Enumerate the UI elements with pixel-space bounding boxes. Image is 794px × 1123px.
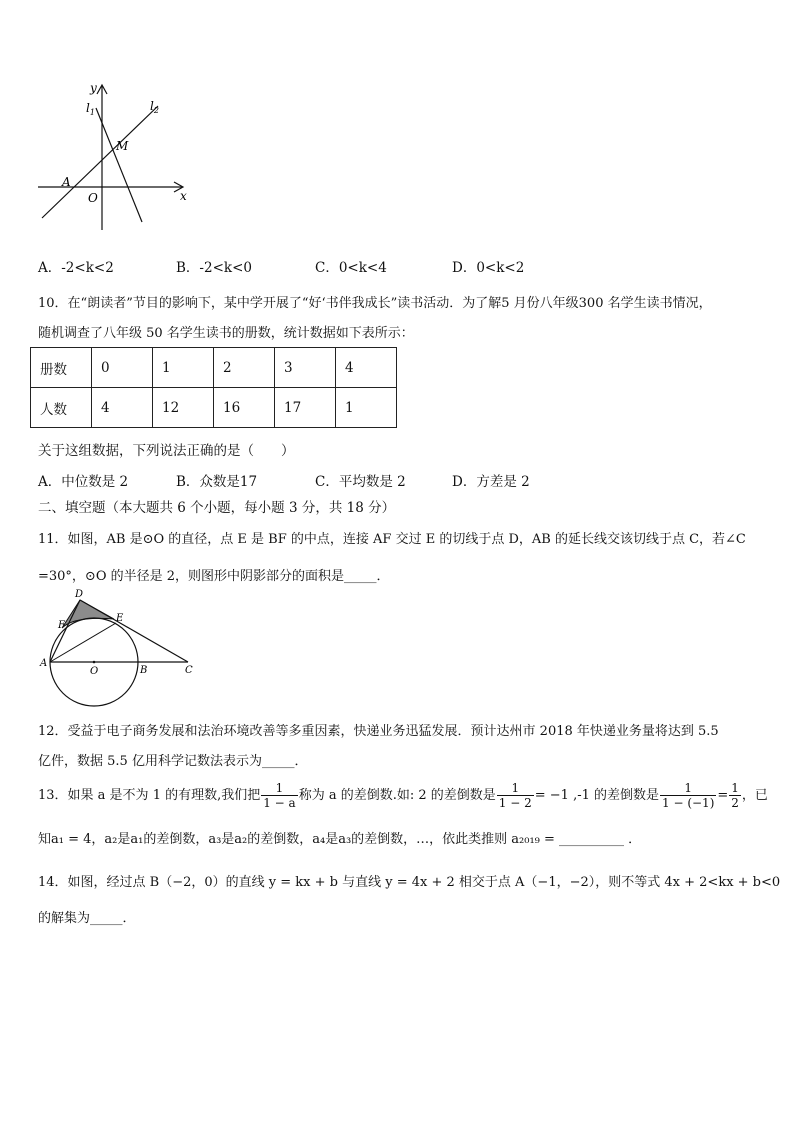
q9-label-x: x xyxy=(180,189,187,203)
q13-stem-line1 xyxy=(38,778,768,814)
q13-fraction-3: $\frac{1}{1 - (-1)}$ xyxy=(662,781,715,810)
table-cell: 3 xyxy=(275,348,336,388)
table-cell: 0 xyxy=(92,348,153,388)
table-row xyxy=(31,348,397,388)
q13-stem-line2: 知a₁ = 4，a₂是a₁的差倒数，a₃是a₂的差倒数，a₄是a₃的差倒数，…，依此类推则 a₂₀₁₉ = __________ ． xyxy=(38,832,642,847)
q10-option-b[interactable]: B．众数是17 xyxy=(176,474,258,490)
q9-label-m: M xyxy=(116,139,129,153)
section-heading-fill-in: 二、填空题（本大题共 6 个小题，每小题 3 分，共 18 分） xyxy=(38,500,396,516)
q11-stem-line2: =30°，⊙O 的半径是 2，则图形中阴影部分的面积是_____． xyxy=(38,569,390,584)
q9-option-a[interactable]: A．-2<k<2 xyxy=(38,260,114,276)
q14-stem-line1: 14．如图，经过点 B（−2，0）的直线 y = kx + b 与直线 y = 4x + 2 相交于点 A（−1，−2），则不等式 4x + 2<kx + b<0 xyxy=(38,875,781,890)
q11-label-c: C xyxy=(185,665,193,676)
q13-text-3: = −1 ,-1 的差倒数是 xyxy=(534,788,659,803)
q13-text-1: 13．如果 a 是不为 1 的有理数,我们把 xyxy=(38,788,261,803)
q9-coordinate-figure xyxy=(34,80,194,230)
table-cell: 17 xyxy=(275,388,336,428)
q10-option-d[interactable]: D．方差是 2 xyxy=(452,474,530,490)
q9-option-b[interactable]: B．-2<k<0 xyxy=(176,260,252,276)
table-cell: 4 xyxy=(336,348,397,388)
q9-option-c[interactable]: C．0<k<4 xyxy=(315,260,387,276)
q10-question: 关于这组数据，下列说法正确的是（ ） xyxy=(38,443,295,459)
q13-text-2: 称为 a 的差倒数.如: 2 的差倒数是 xyxy=(298,788,496,803)
q11-label-d: D xyxy=(75,589,84,600)
table-row xyxy=(31,388,397,428)
q11-label-f: F xyxy=(58,620,65,631)
q13-fraction-1: $\frac{1}{1 - a}$ xyxy=(263,781,296,810)
q10-stem-line2: 随机调查了八年级 50 名学生读书的册数，统计数据如下表所示： xyxy=(38,326,414,341)
table-cell: 1 xyxy=(336,388,397,428)
q10-data-table xyxy=(30,347,397,428)
q13-text-5: ，已 xyxy=(741,788,768,803)
q14-stem-line2: 的解集为_____． xyxy=(38,911,136,926)
q9-label-l1: $l_1$ xyxy=(86,101,95,117)
q11-label-a: A xyxy=(40,658,48,669)
q9-options xyxy=(38,256,758,276)
q13-fraction-4: $\frac{1}{2}$ xyxy=(731,781,739,810)
q10-option-c[interactable]: C．平均数是 2 xyxy=(315,474,406,490)
q11-label-e: E xyxy=(116,613,124,624)
q11-label-o: O xyxy=(90,666,99,677)
q12-stem-line1: 12．受益于电子商务发展和法治环境改善等多重因素，快递业务迅猛发展．预计达州市 2018 年快递业务量将达到 5.5 xyxy=(38,724,719,739)
table-cell: 2 xyxy=(214,348,275,388)
table-cell: 4 xyxy=(92,388,153,428)
q11-circle-figure xyxy=(38,586,198,710)
q9-label-a: A xyxy=(62,175,71,189)
table-cell: 1 xyxy=(153,348,214,388)
q13-fraction-2: $\frac{1}{1 - 2}$ xyxy=(498,781,532,810)
q10-options xyxy=(38,470,758,490)
q10-stem-line1: 10．在“朗读者”节目的影响下，某中学开展了“好‘书伴我成长”读书活动．为了解5 月份八年级300 名学生读书情况， xyxy=(38,296,712,311)
table-cell: 册数 xyxy=(31,348,92,388)
q11-stem-line1: 11．如图，AB 是⊙O 的直径，点 E 是 BF 的中点，连接 AF 交过 E 的切线于点 D，AB 的延长线交该切线于点 C，若∠C xyxy=(38,532,746,547)
table-cell: 16 xyxy=(214,388,275,428)
q13-text-4: = xyxy=(717,788,729,803)
q9-label-y: y xyxy=(90,81,97,95)
q11-label-b: B xyxy=(140,665,148,676)
q9-option-d[interactable]: D．0<k<2 xyxy=(452,260,525,276)
q10-option-a[interactable]: A．中位数是 2 xyxy=(38,474,129,490)
table-cell: 人数 xyxy=(31,388,92,428)
q12-stem-line2: 亿件，数据 5.5 亿用科学记数法表示为_____． xyxy=(38,754,308,769)
q9-label-o: O xyxy=(88,191,98,205)
table-cell: 12 xyxy=(153,388,214,428)
q9-label-l2: $l_2$ xyxy=(150,99,159,115)
